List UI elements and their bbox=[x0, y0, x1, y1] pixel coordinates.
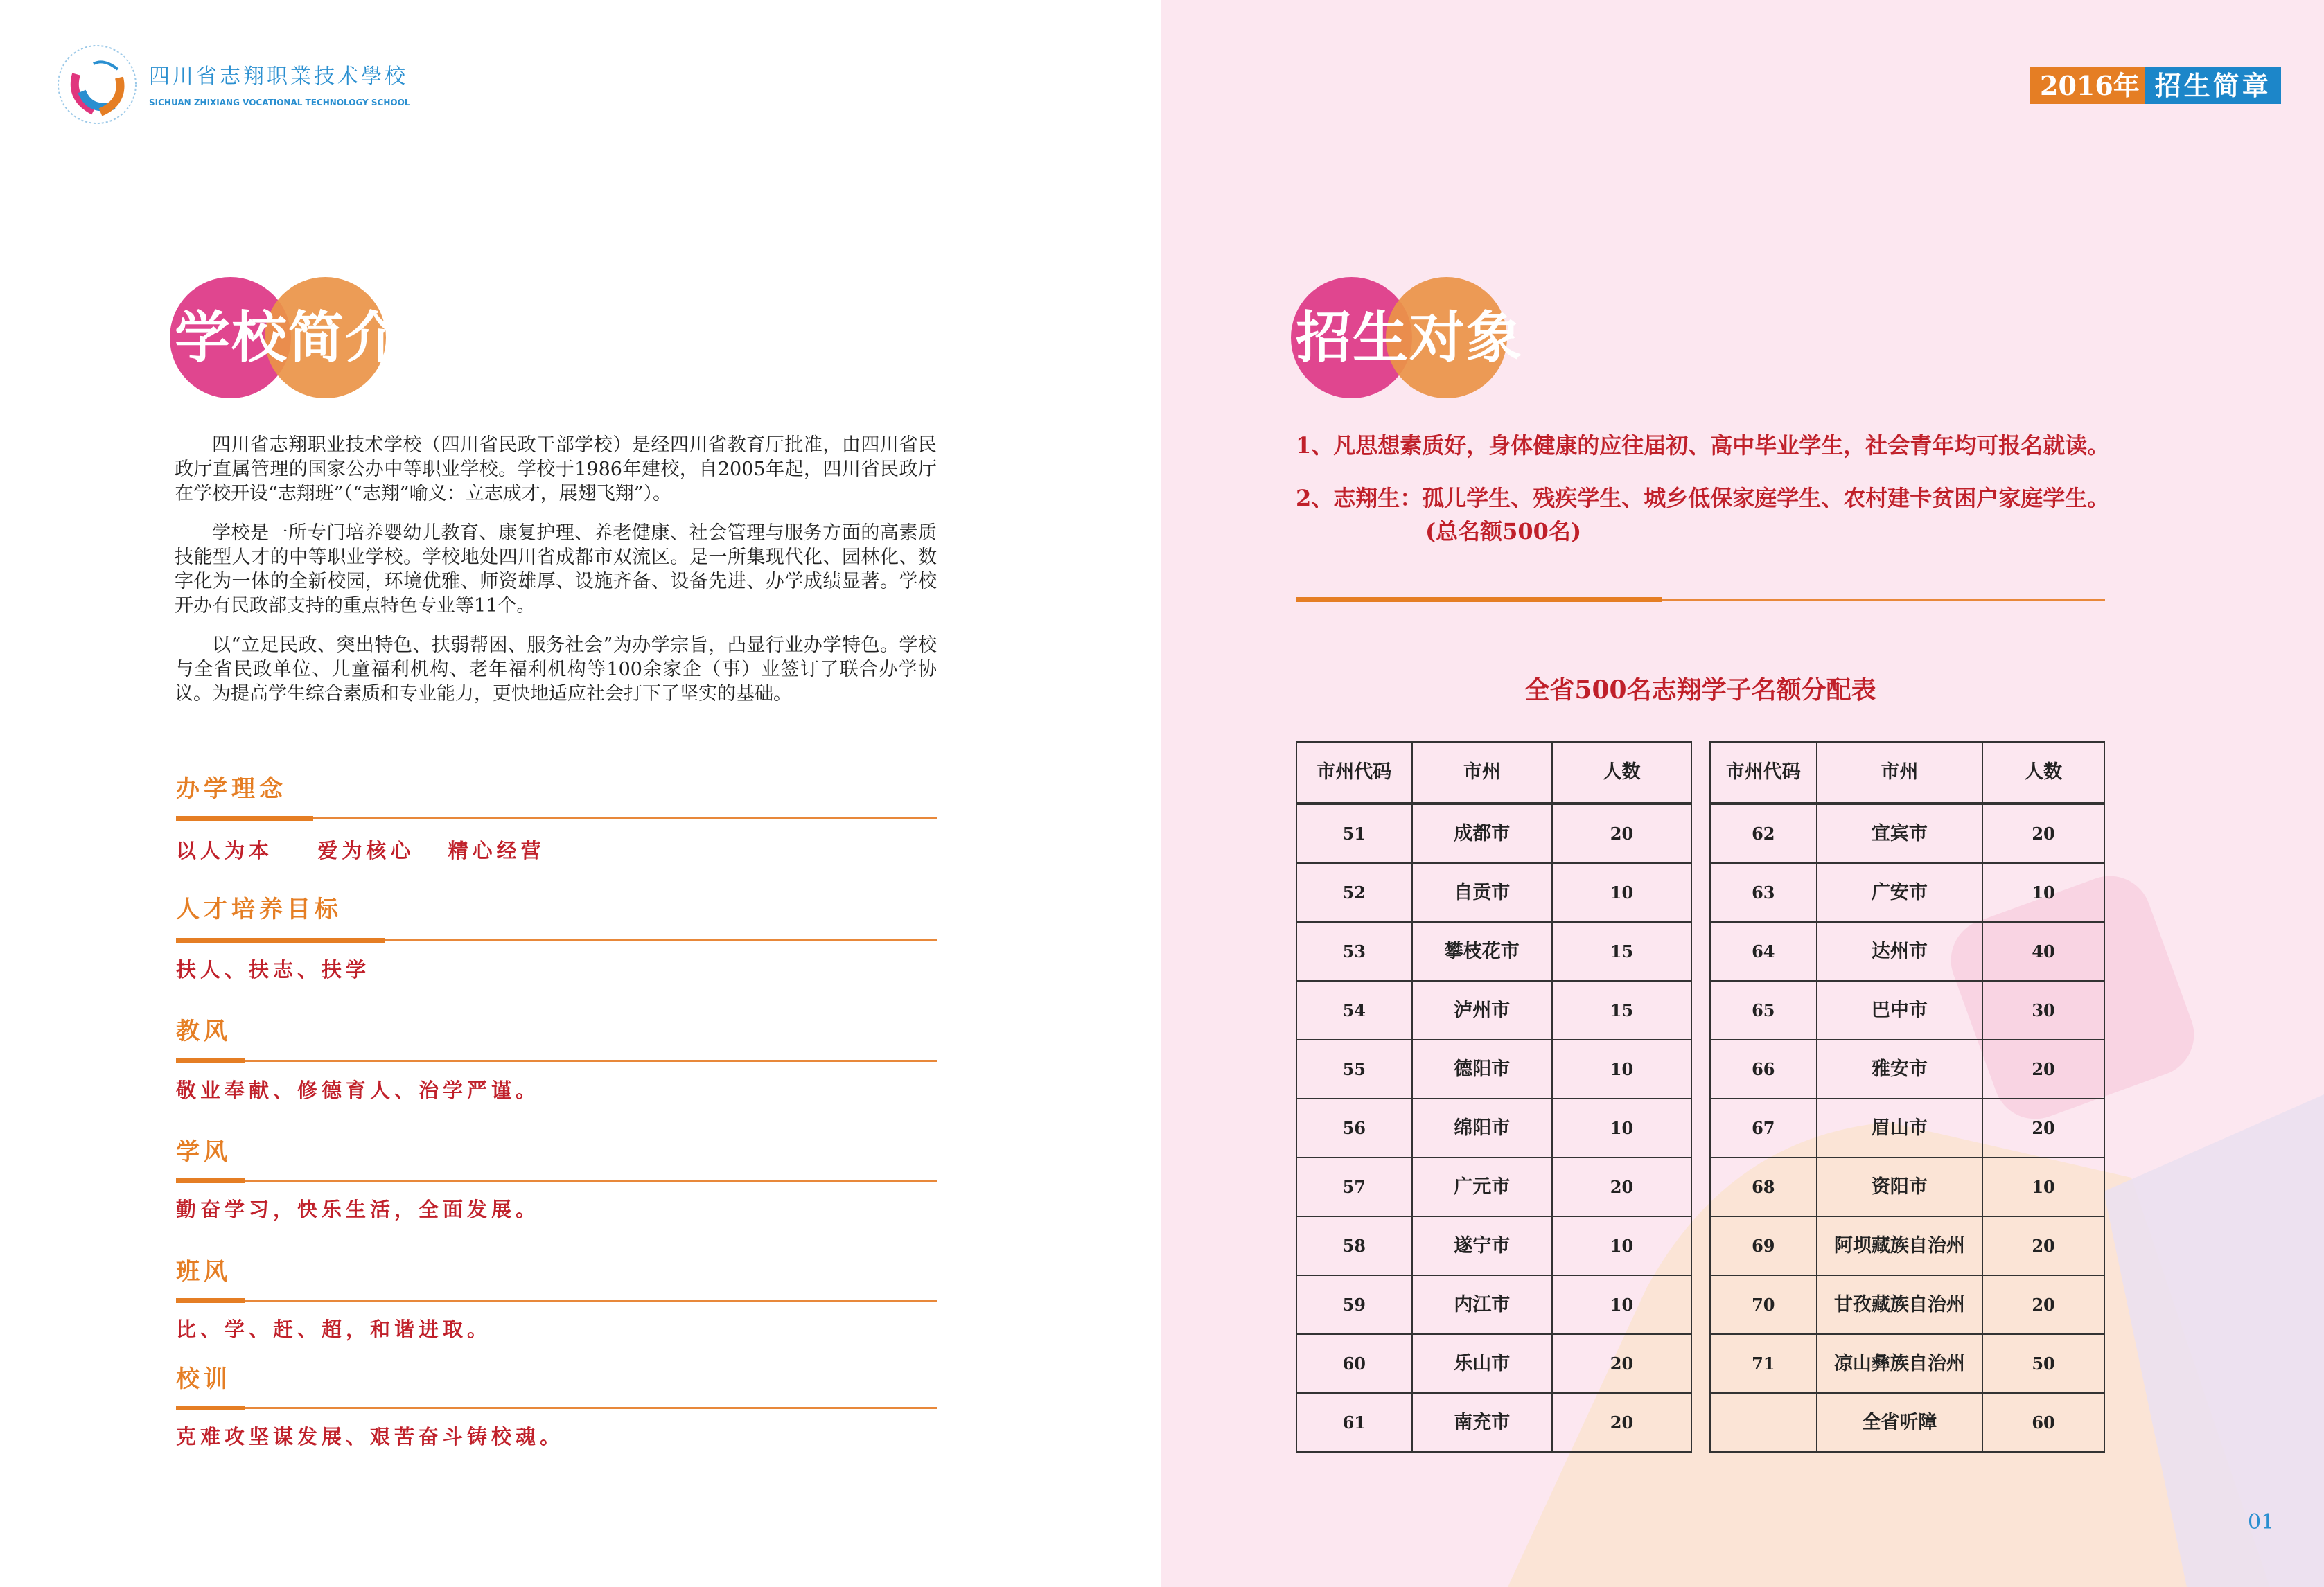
cell-count: 20 bbox=[1982, 804, 2104, 863]
cell-count: 20 bbox=[1982, 1275, 2104, 1334]
section-content: 以人为本 爱为核心 精心经营 bbox=[176, 839, 545, 862]
cell-code: 51 bbox=[1296, 804, 1412, 863]
cell-city: 德阳市 bbox=[1412, 1040, 1552, 1099]
cell-count: 10 bbox=[1982, 1158, 2104, 1216]
header-city: 市州 bbox=[1817, 742, 1983, 804]
table-row bbox=[1296, 981, 1691, 1040]
cell-count: 20 bbox=[1552, 1158, 1691, 1216]
cell-city: 乐山市 bbox=[1412, 1334, 1552, 1393]
table-row bbox=[1710, 1275, 2104, 1334]
table-row bbox=[1710, 1334, 2104, 1393]
badge-title: 招生简章 bbox=[2145, 67, 2281, 104]
cell-count: 60 bbox=[1982, 1393, 2104, 1452]
header-count: 人数 bbox=[1982, 742, 2104, 804]
cell-city: 宜宾市 bbox=[1817, 804, 1983, 863]
table-row bbox=[1710, 863, 2104, 922]
section-content: 比、学、赶、超，和谐进取。 bbox=[176, 1318, 492, 1341]
table-row bbox=[1296, 1099, 1691, 1158]
section-title-admission-targets: 招生对象 bbox=[1296, 305, 1523, 370]
cell-code: 52 bbox=[1296, 863, 1412, 922]
table-title: 全省500名志翔学子名额分配表 bbox=[1524, 675, 1876, 704]
cell-count: 10 bbox=[1982, 863, 2104, 922]
cell-count: 20 bbox=[1552, 1393, 1691, 1452]
section-content: 敬业奉献、修德育人、治学严谨。 bbox=[176, 1079, 540, 1102]
school-logo bbox=[55, 43, 139, 126]
section-heading: 办学理念 bbox=[176, 775, 287, 803]
cell-code: 67 bbox=[1710, 1099, 1817, 1158]
admission-item: 2、志翔生：孤儿学生、残疾学生、城乡低保家庭学生、农村建卡贫困户家庭学生。 bbox=[1296, 485, 2110, 511]
header-code: 市州代码 bbox=[1296, 742, 1412, 804]
cell-count: 15 bbox=[1552, 981, 1691, 1040]
cell-count: 20 bbox=[1982, 1099, 2104, 1158]
admission-note: (总名额500名) bbox=[1425, 518, 1582, 544]
table-row bbox=[1710, 1099, 2104, 1158]
divider bbox=[176, 1407, 937, 1409]
cell-count: 10 bbox=[1552, 1216, 1691, 1275]
cell-code: 64 bbox=[1710, 922, 1817, 981]
divider-accent bbox=[176, 1178, 245, 1183]
cell-code: 70 bbox=[1710, 1275, 1817, 1334]
table-row bbox=[1710, 1040, 2104, 1099]
table-row bbox=[1710, 1158, 2104, 1216]
divider-accent bbox=[176, 816, 313, 821]
cell-code: 57 bbox=[1296, 1158, 1412, 1216]
table-row bbox=[1296, 804, 1691, 863]
cell-city: 泸州市 bbox=[1412, 981, 1552, 1040]
cell-city: 绵阳市 bbox=[1412, 1099, 1552, 1158]
table-row bbox=[1710, 981, 2104, 1040]
divider bbox=[176, 1180, 937, 1182]
section-content: 扶人、扶志、扶学 bbox=[176, 958, 371, 982]
cell-count: 20 bbox=[1552, 1334, 1691, 1393]
cell-code: 66 bbox=[1710, 1040, 1817, 1099]
cell-city: 南充市 bbox=[1412, 1393, 1552, 1452]
cell-code: 56 bbox=[1296, 1099, 1412, 1158]
table-row bbox=[1296, 863, 1691, 922]
section-heading: 学风 bbox=[176, 1138, 231, 1166]
cell-count: 20 bbox=[1552, 804, 1691, 863]
cell-city: 凉山彝族自治州 bbox=[1817, 1334, 1983, 1393]
cell-count: 10 bbox=[1552, 1040, 1691, 1099]
section-heading: 教风 bbox=[176, 1018, 231, 1045]
cell-code: 54 bbox=[1296, 981, 1412, 1040]
header-city: 市州 bbox=[1412, 742, 1552, 804]
divider bbox=[176, 1300, 937, 1302]
cell-code: 68 bbox=[1710, 1158, 1817, 1216]
cell-code: 58 bbox=[1296, 1216, 1412, 1275]
table-header-row bbox=[1710, 742, 2104, 804]
left-page bbox=[0, 0, 1161, 1587]
header-count: 人数 bbox=[1552, 742, 1691, 804]
cell-city: 内江市 bbox=[1412, 1275, 1552, 1334]
cell-city: 广元市 bbox=[1412, 1158, 1552, 1216]
cell-code: 65 bbox=[1710, 981, 1817, 1040]
cell-code bbox=[1710, 1393, 1817, 1452]
table-row bbox=[1296, 1275, 1691, 1334]
table-row bbox=[1296, 1158, 1691, 1216]
cell-city: 达州市 bbox=[1817, 922, 1983, 981]
table-row bbox=[1296, 1040, 1691, 1099]
cell-city: 阿坝藏族自治州 bbox=[1817, 1216, 1983, 1275]
logo-name-cn: 四川省志翔职業技术學校 bbox=[149, 64, 408, 89]
intro-text bbox=[175, 433, 937, 721]
header-code: 市州代码 bbox=[1710, 742, 1817, 804]
section-heading: 校训 bbox=[176, 1365, 231, 1393]
logo-name-en: SICHUAN ZHIXIANG VOCATIONAL TECHNOLOGY SCHOOL bbox=[149, 98, 410, 107]
cell-code: 63 bbox=[1710, 863, 1817, 922]
cell-city: 眉山市 bbox=[1817, 1099, 1983, 1158]
brochure-badge bbox=[2030, 67, 2281, 104]
section-title-school-intro: 学校简介 bbox=[175, 305, 402, 370]
cell-city: 全省听障 bbox=[1817, 1393, 1983, 1452]
divider-accent bbox=[176, 1058, 245, 1063]
section-heading: 班风 bbox=[176, 1258, 231, 1286]
divider-accent bbox=[176, 938, 385, 943]
table-row bbox=[1296, 922, 1691, 981]
divider-accent bbox=[1296, 597, 1662, 602]
cell-city: 雅安市 bbox=[1817, 1040, 1983, 1099]
cell-count: 50 bbox=[1982, 1334, 2104, 1393]
cell-city: 甘孜藏族自治州 bbox=[1817, 1275, 1983, 1334]
table-row bbox=[1710, 922, 2104, 981]
intro-paragraph: 四川省志翔职业技术学校（四川省民政干部学校）是经四川省教育厅批准，由四川省民政厅直属管理的国家公办中等职业学校。学校于1986年建校，自2005年起，四川省民政厅在学校开设“志翔班”（“志翔”喻义：立志成才，展翅飞翔”）。 bbox=[175, 434, 937, 504]
cell-city: 自贡市 bbox=[1412, 863, 1552, 922]
cell-city: 遂宁市 bbox=[1412, 1216, 1552, 1275]
table-row bbox=[1710, 804, 2104, 863]
cell-count: 10 bbox=[1552, 1099, 1691, 1158]
cell-count: 40 bbox=[1982, 922, 2104, 981]
cell-count: 30 bbox=[1982, 981, 2104, 1040]
table-row bbox=[1296, 1334, 1691, 1393]
admission-item: 1、凡思想素质好，身体健康的应往届初、高中毕业学生，社会青年均可报名就读。 bbox=[1296, 432, 2110, 459]
divider-accent bbox=[176, 1298, 245, 1303]
table-row bbox=[1296, 1216, 1691, 1275]
logo-emblem-icon bbox=[55, 43, 139, 126]
cell-city: 资阳市 bbox=[1817, 1158, 1983, 1216]
cell-code: 71 bbox=[1710, 1334, 1817, 1393]
cell-code: 69 bbox=[1710, 1216, 1817, 1275]
section-heading: 人才培养目标 bbox=[176, 896, 342, 923]
section-content: 勤奋学习，快乐生活，全面发展。 bbox=[176, 1198, 540, 1221]
cell-count: 10 bbox=[1552, 863, 1691, 922]
divider bbox=[176, 1060, 937, 1062]
quota-table-left bbox=[1296, 741, 1692, 1453]
cell-city: 成都市 bbox=[1412, 804, 1552, 863]
cell-city: 广安市 bbox=[1817, 863, 1983, 922]
quota-table-right bbox=[1709, 741, 2105, 1453]
table-row bbox=[1296, 1393, 1691, 1452]
cell-count: 15 bbox=[1552, 922, 1691, 981]
table-row bbox=[1710, 1393, 2104, 1452]
cell-count: 20 bbox=[1982, 1040, 2104, 1099]
table-header-row bbox=[1296, 742, 1691, 804]
intro-paragraph: 学校是一所专门培养婴幼儿教育、康复护理、养老健康、社会管理与服务方面的高素质技能型人才的中等职业学校。学校地处四川省成都市双流区。是一所集现代化、园林化、数字化为一体的全新校园，环境优雅、师资雄厚、设施齐备、设备先进、办学成绩显著。学校开办有民政部支持的重点特色专业等11个。 bbox=[175, 522, 937, 617]
cell-city: 巴中市 bbox=[1817, 981, 1983, 1040]
divider-accent bbox=[176, 1406, 245, 1410]
cell-code: 59 bbox=[1296, 1275, 1412, 1334]
cell-code: 60 bbox=[1296, 1334, 1412, 1393]
cell-code: 61 bbox=[1296, 1393, 1412, 1452]
cell-code: 55 bbox=[1296, 1040, 1412, 1099]
page-number: 01 bbox=[2248, 1510, 2275, 1534]
section-content: 克难攻坚谋发展、艰苦奋斗铸校魂。 bbox=[176, 1425, 565, 1448]
cell-count: 20 bbox=[1982, 1216, 2104, 1275]
badge-year: 2016年 bbox=[2030, 67, 2145, 104]
cell-code: 53 bbox=[1296, 922, 1412, 981]
cell-count: 10 bbox=[1552, 1275, 1691, 1334]
cell-code: 62 bbox=[1710, 804, 1817, 863]
cell-city: 攀枝花市 bbox=[1412, 922, 1552, 981]
table-row bbox=[1710, 1216, 2104, 1275]
intro-paragraph: 以“立足民政、突出特色、扶弱帮困、服务社会”为办学宗旨，凸显行业办学特色。学校与全省民政单位、儿童福利机构、老年福利机构等100余家企（事）业签订了联合办学协议。为提高学生综合素质和专业能力，更快地适应社会打下了坚实的基础。 bbox=[175, 635, 937, 704]
